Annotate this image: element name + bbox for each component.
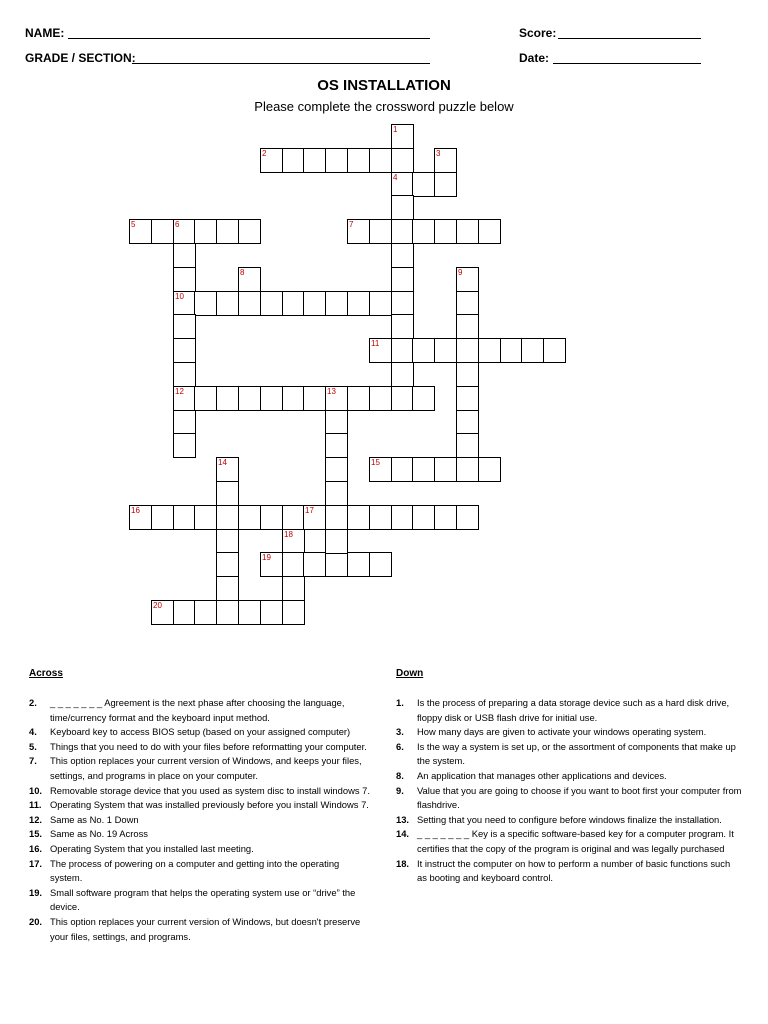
crossword-cell[interactable] [216,481,239,506]
crossword-cell[interactable] [478,219,501,244]
clue-number: 2 [262,149,267,158]
clue-text: The process of powering on a computer and getting into the operating system. [50,857,340,884]
crossword-cell[interactable] [173,410,196,435]
crossword-cell[interactable] [173,362,196,387]
crossword-cell[interactable] [129,505,152,530]
crossword-cell[interactable] [391,386,414,411]
clue-num: 1. [396,697,404,708]
crossword-cell[interactable] [173,267,196,292]
crossword-cell[interactable] [325,529,348,554]
down-clue [396,725,742,740]
clue-num: 11. [29,799,42,811]
crossword-cell[interactable] [412,338,435,363]
crossword-cell[interactable] [347,386,370,411]
crossword-cell[interactable] [238,386,261,411]
across-clue [29,842,374,857]
page-subtitle: Please complete the crossword puzzle below [254,99,514,114]
crossword-cell[interactable] [216,600,239,625]
crossword-cell[interactable] [282,148,305,173]
crossword-cell[interactable] [369,219,392,244]
crossword-cell[interactable] [391,172,414,197]
across-clue [29,915,374,944]
crossword-cell[interactable] [129,219,152,244]
clue-text: Setting that you need to configure before windows finalize the installation. [417,813,722,825]
crossword-cell[interactable] [500,338,523,363]
crossword-cell[interactable] [347,505,370,530]
crossword-cell[interactable] [456,386,479,411]
crossword-cell[interactable] [216,219,239,244]
clue-num: 19. [29,886,43,898]
crossword-cell[interactable] [369,386,392,411]
crossword-cell[interactable] [216,457,239,482]
clue-text: Value that you are going to choose if you want to boot first your computer from flashdrive. [417,784,742,811]
down-clue [396,857,742,886]
crossword-cell[interactable] [173,291,196,316]
clue-number: 15 [371,458,380,467]
clue-text: Operating System that was installed previously before you install Windows 7. [50,799,369,811]
down-clue [396,784,742,813]
crossword-cell[interactable] [325,433,348,458]
clue-text: This option replaces your current version of Windows, and keeps your files, settings, and programs in place on your computer. [50,755,362,781]
clue-num: 2. [29,697,37,708]
across-clue [29,696,374,725]
clue-number: 9 [458,268,463,277]
crossword-cell[interactable] [173,314,196,339]
clue-number: 14 [218,458,227,467]
crossword-cell[interactable] [412,505,435,530]
clue-text: How many days are given to activate your windows operating system. [417,726,707,738]
crossword-cell[interactable] [391,505,414,530]
crossword-cell[interactable] [369,291,392,316]
clue-text: Things that you need to do with your files before reformatting your computer. [50,740,367,752]
clue-number: 7 [349,220,354,229]
crossword-cell[interactable] [260,552,283,577]
crossword-cell[interactable] [194,600,217,625]
crossword-cell[interactable] [369,457,392,482]
crossword-cell[interactable] [282,600,305,625]
clue-num: 14. [396,828,410,840]
crossword-cell[interactable] [434,457,457,482]
across-clue [29,886,374,915]
across-clue [29,857,374,886]
crossword-cell[interactable] [173,243,196,268]
clue-num: 18. [396,857,410,869]
crossword-cell[interactable] [238,219,261,244]
clue-text: An application that manages other applications and devices. [417,769,667,781]
crossword-cell[interactable] [325,386,348,411]
down-clue [396,769,742,784]
crossword-cell[interactable] [325,505,348,530]
crossword-cell[interactable] [325,457,348,482]
crossword-cell[interactable] [434,172,457,197]
crossword-cell[interactable] [434,505,457,530]
crossword-cell[interactable] [260,148,283,173]
clue-number: 20 [153,601,162,610]
score-label: Score: [519,26,557,40]
crossword-cell[interactable] [456,314,479,339]
crossword-cell[interactable] [543,338,566,363]
crossword-cell[interactable] [391,362,414,387]
clue-num: 9. [396,784,404,796]
crossword-cell[interactable] [173,338,196,363]
clue-num: 16. [29,842,43,854]
crossword-cell[interactable] [303,148,326,173]
across-clue-list [29,696,374,944]
clue-text: Is the process of preparing a data storage device such as a hard disk drive, floppy disk or USB flash drive for initial use. [417,697,730,723]
crossword-cell[interactable] [151,600,174,625]
crossword-cell[interactable] [282,576,305,601]
crossword-cell[interactable] [391,243,414,268]
clue-text: Same as No. 19 Across [50,828,148,840]
crossword-cell[interactable] [216,291,239,316]
clue-number: 13 [327,387,336,396]
clue-text: Is the way a system is set up, or the assortment of components that make up the system. [417,740,736,767]
across-clue [29,754,374,783]
crossword-cell[interactable] [347,148,370,173]
clue-num: 5. [29,740,37,752]
clue-text: Removable storage device that you used as system disc to install windows 7. [50,784,370,796]
crossword-cell[interactable] [434,219,457,244]
clue-number: 17 [305,506,314,515]
crossword-cell[interactable] [456,291,479,316]
crossword-cell[interactable] [391,314,414,339]
crossword-cell[interactable] [260,600,283,625]
crossword-cell[interactable] [194,505,217,530]
crossword-cell[interactable] [456,410,479,435]
crossword-cell[interactable] [216,529,239,554]
crossword-cell[interactable] [412,219,435,244]
crossword-cell[interactable] [216,505,239,530]
crossword-cell[interactable] [260,291,283,316]
clue-num: 12. [29,813,43,825]
clue-num: 13. [396,813,410,825]
crossword-cell[interactable] [347,291,370,316]
down-clue [396,827,742,856]
crossword-cell[interactable] [521,338,544,363]
crossword-cell[interactable] [216,552,239,577]
date-label: Date: [519,51,550,65]
crossword-cell[interactable] [151,505,174,530]
clue-num: 7. [29,755,37,767]
clue-text: Operating System that you installed last meeting. [50,842,254,854]
crossword-cell[interactable] [456,338,479,363]
clue-number: 16 [131,506,140,515]
down-clue [396,740,742,769]
crossword-cell[interactable] [434,338,457,363]
clue-text: Small software program that helps the operating system use or “drive” the device. [50,886,356,913]
crossword-cell[interactable] [369,338,392,363]
across-clue [29,725,374,740]
crossword-cell[interactable] [456,505,479,530]
crossword-cell[interactable] [303,505,326,530]
crossword-cell[interactable] [194,291,217,316]
crossword-cell[interactable] [173,386,196,411]
clue-number: 3 [436,149,441,158]
crossword-cell[interactable] [434,148,457,173]
crossword-cell[interactable] [391,457,414,482]
clue-number: 4 [393,173,398,182]
crossword-cell[interactable] [282,529,305,554]
clue-number: 12 [175,387,184,396]
crossword-cell[interactable] [412,172,435,197]
crossword-cell[interactable] [282,386,305,411]
crossword-cell[interactable] [456,433,479,458]
clue-number: 19 [262,553,271,562]
crossword-cell[interactable] [173,600,196,625]
crossword-cell[interactable] [303,552,326,577]
crossword-cell[interactable] [369,552,392,577]
crossword-cell[interactable] [194,219,217,244]
clue-text: Same as No. 1 Down [50,813,139,825]
crossword-cell[interactable] [478,457,501,482]
clue-number: 6 [175,220,180,229]
crossword-cell[interactable] [391,219,414,244]
clue-num: 15. [29,828,43,840]
clue-number: 11 [371,339,380,348]
crossword-cell[interactable] [369,505,392,530]
clue-num: 4. [29,726,37,738]
clue-num: 10. [29,784,43,796]
clue-num: 20. [29,915,43,927]
across-clue [29,740,374,755]
clue-number: 1 [393,125,398,134]
clue-text: This option replaces your current version of Windows, but doesn't preserve your files, settings, and programs. [50,915,361,942]
page-title: OS INSTALLATION [317,77,451,94]
crossword-cell[interactable] [391,148,414,173]
crossword-cell[interactable] [303,386,326,411]
crossword-cell[interactable] [456,267,479,292]
crossword-cell[interactable] [260,505,283,530]
clue-number: 5 [131,220,136,229]
clue-number: 8 [240,268,245,277]
crossword-cell[interactable] [325,410,348,435]
crossword-cell[interactable] [391,124,414,149]
crossword-cell[interactable] [238,291,261,316]
grade-section-label: GRADE / SECTION: [25,51,136,65]
crossword-cell[interactable] [412,386,435,411]
crossword-cell[interactable] [282,291,305,316]
crossword-cell[interactable] [325,291,348,316]
clue-text: _ _ _ _ _ _ _ Key is a specific software-based key for a computer program. It certifies that the copy of the program is original and was legally purchased [417,828,734,854]
clue-num: 8. [396,769,404,781]
clue-number: 10 [175,292,184,301]
crossword-cell[interactable] [325,552,348,577]
crossword-cell[interactable] [391,338,414,363]
crossword-cell[interactable] [391,195,414,220]
crossword-cell[interactable] [456,457,479,482]
crossword-cell[interactable] [216,576,239,601]
crossword-cell[interactable] [173,505,196,530]
clue-text: _ _ _ _ _ _ _ Agreement is the next phase after choosing the language, time/currency format and the keyboard input method. [50,697,345,723]
crossword-cell[interactable] [347,552,370,577]
crossword-cell[interactable] [456,362,479,387]
down-clue [396,696,742,725]
clue-num: 17. [29,857,43,869]
crossword-cell[interactable] [282,552,305,577]
crossword-cell[interactable] [325,481,348,506]
crossword-cell[interactable] [260,386,283,411]
crossword-cell[interactable] [412,457,435,482]
crossword-cell[interactable] [173,219,196,244]
crossword-cell[interactable] [391,267,414,292]
across-clue [29,813,374,828]
crossword-cell[interactable] [369,148,392,173]
crossword-cell[interactable] [347,219,370,244]
crossword-cell[interactable] [325,148,348,173]
crossword-cell[interactable] [391,291,414,316]
clue-num: 6. [396,740,404,752]
clue-text: It instruct the computer on how to perform a number of basic functions such as booting and keyboard control. [417,857,731,884]
crossword-cell[interactable] [478,338,501,363]
crossword-cell[interactable] [282,505,305,530]
name-label: NAME: [25,26,65,40]
across-clue [29,798,374,813]
down-clue-list [396,696,742,886]
crossword-cell[interactable] [456,219,479,244]
across-clue [29,827,374,842]
clue-text: Keyboard key to access BIOS setup (based on your assigned computer) [50,726,351,738]
down-clue [396,813,742,828]
crossword-cell[interactable] [151,219,174,244]
crossword-cell[interactable] [216,386,239,411]
down-heading: Down [396,668,424,679]
crossword-cell[interactable] [238,267,261,292]
crossword-cell[interactable] [303,291,326,316]
clue-num: 3. [396,726,404,738]
across-clue [29,784,374,799]
clue-number: 18 [284,530,293,539]
across-heading: Across [29,668,63,679]
crossword-cell[interactable] [173,433,196,458]
crossword-cell[interactable] [238,505,261,530]
crossword-cell[interactable] [194,386,217,411]
crossword-cell[interactable] [238,600,261,625]
